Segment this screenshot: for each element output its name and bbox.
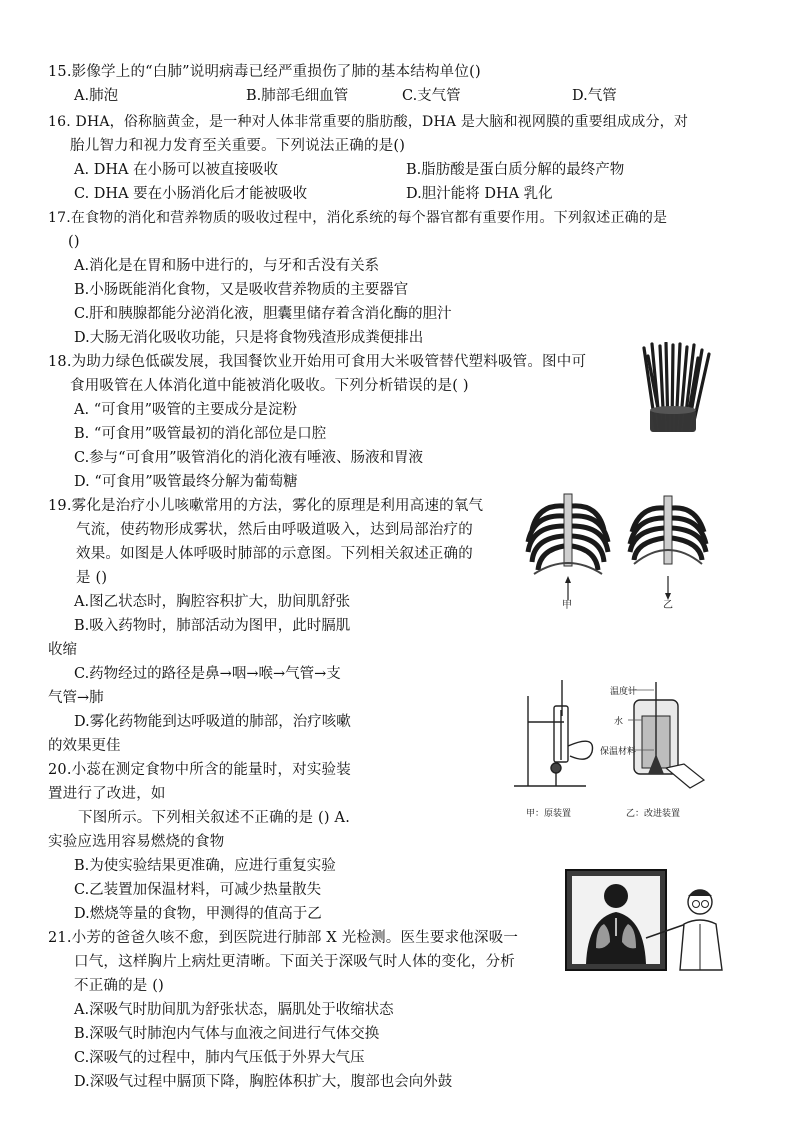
ribcage-yi <box>630 496 706 600</box>
q20-option-b: B.为使实验结果更准确，应进行重复实验 <box>74 858 336 874</box>
q16-option-b: B.脂肪酸是蛋白质分解的最终产物 <box>406 162 625 178</box>
figure-label-water: 水 <box>614 717 624 727</box>
q16-stem-line1: 16. DHA，俗称脑黄金，是一种对人体非常重要的脂肪酸，DHA 是大脑和视网膜的重要组成成分，对 <box>48 114 689 130</box>
q19-stem-line3: 效果。如图是人体呼吸时肺部的示意图。下列相关叙述正确的 <box>76 546 473 562</box>
q20-option-d: D.燃烧等量的食物，甲测得的值高于乙 <box>74 906 322 922</box>
q21-option-b: B.深吸气时肺泡内气体与血液之间进行气体交换 <box>74 1026 380 1042</box>
q16-stem-line2: 胎儿智力和视力发育至关重要。下列说法正确的是() <box>70 138 406 154</box>
figure-caption-improved: 乙：改进装置 <box>626 809 681 819</box>
figure-label-yi: 乙 <box>663 600 673 611</box>
q19-stem-line1: 19.雾化是治疗小儿咳嗽常用的方法，雾化的原理是利用高速的氧气 <box>48 498 484 514</box>
figure-label-thermometer: 温度计 <box>610 687 638 697</box>
figure-label-jia: 甲 <box>562 600 572 611</box>
q18-option-a: A. “可食用”吸管的主要成分是淀粉 <box>74 402 298 418</box>
q20-stem-line3: 下图所示。下列相关叙述不正确的是 () A. <box>78 810 351 826</box>
q20-stem-line1: 20.小蕊在测定食物中所含的能量时，对实验装 <box>48 762 351 778</box>
q15-option-a: A.肺泡 <box>74 88 119 104</box>
q20-stem-line4: 实验应选用容易燃烧的食物 <box>48 834 225 850</box>
ribcage-jia <box>528 494 608 600</box>
q18-stem-line2: 食用吸管在人体消化道中能被消化吸收。下列分析错误的是( ) <box>70 378 469 394</box>
q19-option-d-line2: 的效果更佳 <box>48 738 121 754</box>
q19-option-b-line2: 收缩 <box>48 642 77 658</box>
q19-option-c-line2: 气管→肺 <box>48 690 104 706</box>
q20-stem-line2: 置进行了改进，如 <box>48 786 166 802</box>
q18-stem-line1: 18.为助力绿色低碳发展，我国餐饮业开始用可食用大米吸管替代塑料吸管。图中可 <box>48 354 587 370</box>
q21-option-d: D.深吸气过程中膈顶下降，胸腔体积扩大，腹部也会向外鼓 <box>74 1074 453 1090</box>
apparatus-yi <box>634 682 704 788</box>
q17-option-a: A.消化是在胃和肠中进行的，与牙和舌没有关系 <box>74 258 380 274</box>
q17-option-c: C.肝和胰腺都能分泌消化液，胆囊里储存着含消化酶的胆汁 <box>74 306 452 322</box>
straws-figure <box>636 342 716 434</box>
q21-stem-line1: 21.小芳的爸爸久咳不愈，到医院进行肺部 X 光检测。医生要求他深吸一 <box>48 930 519 946</box>
q19-option-c-line1: C.药物经过的路径是鼻→咽→喉→气管→支 <box>74 666 341 682</box>
q19-option-b-line1: B.吸入药物时，肺部活动为图甲，此时膈肌 <box>74 618 351 634</box>
q19-stem-line2: 气流，使药物形成雾状，然后由呼吸道吸入，达到局部治疗的 <box>76 522 473 538</box>
q19-option-a: A.图乙状态时，胸腔容积扩大，肋间肌舒张 <box>74 594 351 610</box>
q17-option-d: D.大肠无消化吸收功能，只是将食物残渣形成粪便排出 <box>74 330 424 346</box>
q17-stem-line2: () <box>68 234 80 250</box>
q19-stem-line4: 是 () <box>76 570 108 586</box>
q21-stem-line2: 口气，这样胸片上病灶更清晰。下面关于深吸气时人体的变化，分析 <box>74 954 515 970</box>
q20-option-c: C.乙装置加保温材料，可减少热量散失 <box>74 882 322 898</box>
q16-option-d: D.胆汁能将 DHA 乳化 <box>406 186 553 202</box>
q19-option-d-line1: D.雾化药物能到达呼吸道的肺部，治疗咳嗽 <box>74 714 351 730</box>
q16-option-a: A. DHA 在小肠可以被直接吸收 <box>74 162 279 178</box>
xray-doctor-figure <box>562 866 728 974</box>
ribcage-figure <box>520 490 730 610</box>
figure-caption-original: 甲：原装置 <box>526 809 572 819</box>
q18-option-c: C.参与“可食用”吸管消化的消化液有唾液、肠液和胃液 <box>74 450 424 466</box>
apparatus-jia <box>514 680 593 786</box>
q18-option-d: D. “可食用”吸管最终分解为葡萄糖 <box>74 474 298 490</box>
q15-stem: 15.影像学上的“白肺”说明病毒已经严重损伤了肺的基本结构单位() <box>48 64 481 80</box>
q21-stem-line3: 不正确的是 () <box>74 978 165 994</box>
q18-option-b: B. “可食用”吸管最初的消化部位是口腔 <box>74 426 327 442</box>
q21-option-a: A.深吸气时肋间肌为舒张状态，膈肌处于收缩状态 <box>74 1002 394 1018</box>
q16-option-c: C. DHA 要在小肠消化后才能被吸收 <box>74 186 308 202</box>
q15-option-d: D.气管 <box>572 88 617 104</box>
q15-option-c: C.支气管 <box>402 88 461 104</box>
q21-option-c: C.深吸气的过程中，肺内气压低于外界大气压 <box>74 1050 365 1066</box>
q15-option-b: B.肺部毛细血管 <box>246 88 349 104</box>
q17-stem-line1: 17.在食物的消化和营养物质的吸收过程中，消化系统的每个器官都有重要作用。下列叙述正确的是 <box>48 210 668 226</box>
q17-option-b: B.小肠既能消化食物，又是吸收营养物质的主要器官 <box>74 282 409 298</box>
figure-label-insulation: 保温材料 <box>600 747 637 757</box>
